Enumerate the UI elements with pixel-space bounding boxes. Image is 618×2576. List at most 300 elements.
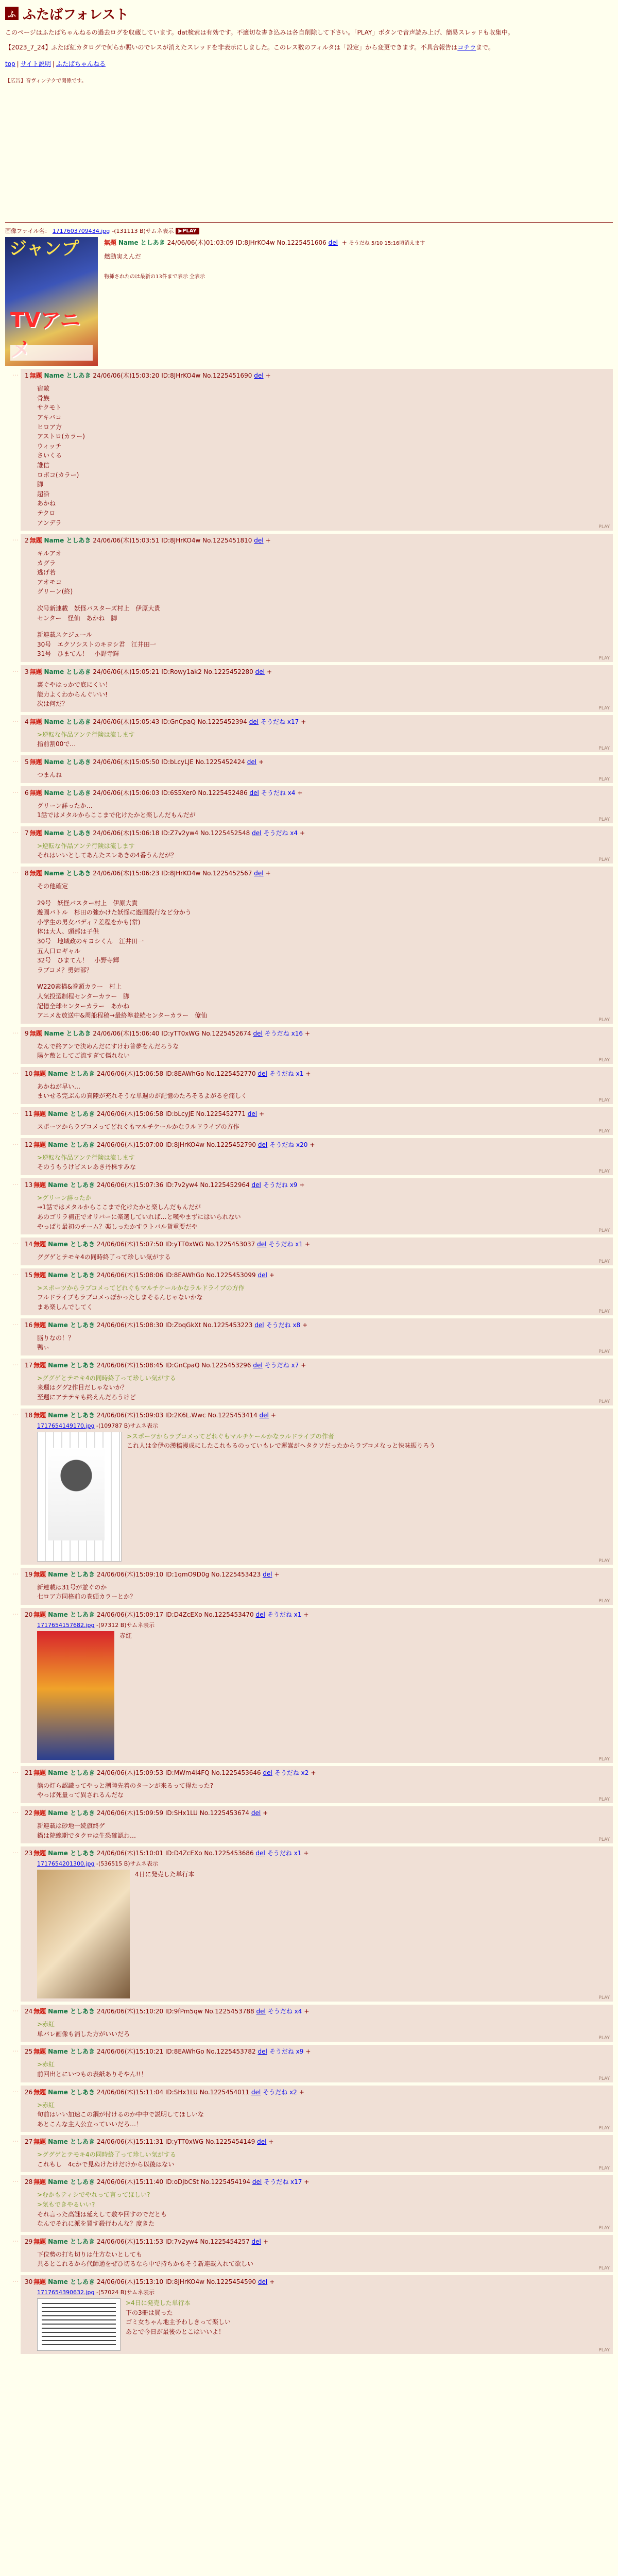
del-link[interactable]: del [255,668,265,676]
reply-file-link[interactable]: 1717654390632.jpg [37,2289,95,2296]
reply-number: 16 [25,1321,33,1329]
message-line: 29号 妖怪バスター村上 伊原大貴 [37,899,138,907]
reply-number: 10 [25,1070,33,1077]
plus-button[interactable]: + [299,2088,304,2096]
soudane-link[interactable]: そうだね x1 [268,1241,303,1248]
message-line: 旬前はいい加速この鋼が付けるのか中中で説明してほしいな [37,2111,204,2119]
reply-number: 25 [25,2048,33,2056]
reply-message [127,1432,435,1562]
reply-header [25,2007,609,2015]
reply-row [5,665,613,712]
plus-button[interactable]: + [304,1241,311,1248]
reply-number: 29 [25,2238,33,2245]
reply-name: Name としあき [44,758,91,766]
message-line: フルドライブもラブコメっぽかったしまそるんじゃないかな [37,1294,203,1301]
reply-date: 24/06/06(木)15:11:31 ID:yTT0xWG No.1225454149 [96,2138,255,2146]
del-link[interactable]: del [259,1411,269,1419]
reply-name: Name としあき [44,668,91,676]
del-link[interactable]: del [251,1809,261,1817]
del-link[interactable]: del [255,1850,265,1857]
reply-arrow: … [12,535,19,543]
plus-button[interactable]: + [259,758,264,766]
thumb-graphic-top: ジャンプ [9,239,79,260]
soudane-link[interactable]: そうだね x9 [263,1181,298,1189]
reply-file-meta [37,2288,609,2296]
reply-subject: 無題 [33,2278,46,2286]
reply-number: 23 [25,1850,33,1857]
del-link[interactable]: del [254,372,264,380]
reply-number: 24 [25,2008,33,2015]
del-link[interactable]: del [254,869,264,877]
message-line: ゴミ女ちゃん地主予わしきって楽しい [126,2318,231,2326]
reply-number: 20 [25,1611,33,1618]
plus-button[interactable]: + [265,372,271,380]
del-link[interactable]: del [252,2178,262,2186]
play-caption[interactable]: PLAY [598,1098,610,1104]
message-line: アストロ(カラー) [37,433,85,440]
reply-number: 13 [25,1181,33,1189]
reply-subject: 無題 [33,2178,46,2186]
play-caption[interactable]: PLAY [598,705,610,711]
reply-date: 24/06/06(木)15:06:03 ID:6S5Xer0 No.1225452486 [93,789,248,796]
reply-header [25,371,609,380]
reply-number: 1 [25,372,29,380]
reply-file-link[interactable]: 1717654149170.jpg [37,1422,95,1429]
reply-thumbnail[interactable] [37,1432,122,1562]
reply-post [21,2275,613,2354]
reply-date: 24/06/06(木)15:05:50 ID:bLcyLJE No.1225452424 [93,758,245,766]
play-caption[interactable]: PLAY [598,746,610,751]
del-link[interactable]: del [256,2008,266,2015]
reply-number: 22 [25,1809,33,1817]
play-caption[interactable]: PLAY [598,1309,610,1314]
soudane-link[interactable]: そうだね x8 [266,1321,301,1329]
op-expire-note: 物挿されたのは最新の13件まで表示 全表示 [104,274,205,280]
del-link[interactable]: del [249,789,259,796]
play-caption[interactable]: PLAY [598,1399,610,1404]
reply-row [5,1138,613,1175]
notice-line-2 [5,43,613,53]
reply-arrow: … [12,716,19,723]
play-caption[interactable]: PLAY [598,2076,610,2081]
reply-name: Name としあき [48,1141,95,1148]
reply-header [25,1849,609,1857]
reply-name: Name としあき [48,1611,95,1618]
reply-subject: 無題 [33,1570,46,1578]
play-caption[interactable]: PLAY [598,1128,610,1134]
reply-number: 27 [25,2138,33,2146]
plus-button[interactable]: + [300,829,305,837]
del-link[interactable]: del [251,2238,261,2245]
reply-header [25,536,609,545]
reply-name: Name としあき [48,1070,95,1077]
soudane-link[interactable]: そうだね x2 [274,1769,309,1776]
plus-button[interactable]: + [301,718,306,725]
reply-post [21,1608,613,1763]
plus-button[interactable]: + [304,1029,311,1037]
plus-button[interactable]: + [269,2278,275,2286]
plus-button[interactable]: + [263,2238,268,2245]
play-caption[interactable]: PLAY [598,1259,610,1264]
reply-date: 24/06/06(木)15:06:58 ID:bLcyJE No.1225452771 [96,1110,246,1118]
play-caption[interactable]: PLAY [598,817,610,822]
message-line: ヒロア方 [37,423,62,431]
play-caption[interactable]: PLAY [598,857,610,862]
plus-button[interactable]: + [268,2138,274,2146]
reply-file-meta [37,1621,609,1629]
message-line: スポーツからラブコメってどれぐもマルチケールかなラルドライブの方作 [37,1123,239,1131]
reply-message [37,1374,609,1402]
play-caption[interactable]: PLAY [598,1017,610,1023]
reply-subject: 無題 [29,668,42,676]
reply-row [5,1359,613,1405]
plus-button[interactable]: + [274,1570,280,1578]
futaba-link[interactable]: ふたばちゃんねる [56,60,106,68]
play-caption[interactable]: PLAY [598,2266,610,2272]
reply-post [21,1138,613,1175]
play-caption[interactable]: PLAY [598,656,610,662]
reply-number: 19 [25,1570,33,1578]
play-caption[interactable]: PLAY [598,776,610,782]
reply-subject: 無題 [29,789,42,796]
plus-button[interactable]: + [269,1271,274,1279]
reply-post [21,1409,613,1565]
reply-message [37,1122,609,1132]
del-link[interactable]: del [263,1769,272,1776]
soudane-link[interactable]: そうだね x4 [267,2008,302,2015]
message-line: 新連載は砂地一続旗終ゲ [37,1822,106,1829]
reply-number: 30 [25,2278,33,2286]
op-plus[interactable]: + [341,239,347,247]
plus-button[interactable]: + [266,668,272,676]
del-link[interactable]: del [255,1611,265,1618]
reply-thumbnail[interactable] [37,1870,130,1998]
reply-message [135,1870,195,1998]
message-line: >4日に発売した単行本 [126,2299,191,2307]
message-line: 七ロア方同格前の巻頭カラーとか？ [37,1593,136,1601]
message-line: ラブコメ？勇姉部？ [37,966,93,974]
play-caption[interactable]: PLAY [598,2126,610,2131]
soudane-link[interactable]: そうだね x1 [267,1611,302,1618]
message-line: アニメ＆放送中&周船程稿→最終準並続センターカラー 僚仙 [37,1012,208,1020]
del-link[interactable]: del [258,2278,268,2286]
play-caption[interactable]: PLAY [598,1756,610,1762]
reply-subject: 無題 [29,869,42,877]
del-link[interactable]: del [258,1070,267,1077]
reply-number: 6 [25,789,29,796]
op-header [104,238,425,247]
message-line: 脚 [37,481,44,488]
divider [5,222,613,223]
reply-row [5,2175,613,2231]
plus-button[interactable]: + [259,1110,265,1118]
ad-note: 【広告】音ヴィンテクで関係です。 [5,78,87,84]
reply-header [25,1029,609,1038]
reply-list [5,369,613,2354]
reply-file-info: -(97312 B)サムネ表示 [96,1621,155,1629]
reply-date: 24/06/06(木)15:06:23 ID:8JHrKO4w No.1225452567 [93,869,252,877]
plus-button[interactable]: + [299,1181,305,1189]
reply-name: Name としあき [44,718,91,725]
plus-button[interactable]: + [310,1141,315,1148]
message-line: 新連載は31号が並ぐのか [37,1583,107,1591]
reply-file-info: -(109787 B)サムネ表示 [96,1422,159,1429]
reply-subject: 無題 [33,1241,46,1248]
message-line [37,597,609,604]
play-caption[interactable]: PLAY [598,1057,610,1063]
plus-button[interactable]: + [265,869,271,877]
play-caption[interactable]: PLAY [598,1995,610,2001]
message-line: 人気投選制程センターカラー 脚 [37,992,130,1000]
play-caption[interactable]: PLAY [598,1797,610,1802]
reply-post [21,1806,613,1843]
report-link[interactable]: コチラ [457,43,476,51]
plus-button[interactable]: + [263,1809,268,1817]
del-link[interactable]: del [257,1241,267,1248]
soudane-link[interactable]: そうだね x7 [264,1361,299,1369]
reply-file-link[interactable]: 1717654157682.jpg [37,1621,95,1629]
reply-date: 24/06/06(木)15:07:50 ID:yTT0xWG No.1225453037 [96,1241,255,1248]
op-file-link[interactable]: 1717603709434.jpg [52,227,110,234]
reply-subject: 無題 [33,1769,46,1776]
reply-subject: 無題 [33,1809,46,1817]
plus-button[interactable]: + [297,789,303,796]
message-line: その他確定 [37,882,68,890]
play-caption[interactable]: PLAY [598,1228,610,1234]
message-line: 誰信 [37,461,50,469]
soudane-link[interactable]: そうだね x1 [267,1850,302,1857]
reply-file-meta [37,1859,609,1868]
del-link[interactable]: del [254,1321,264,1329]
play-caption[interactable]: PLAY [598,2225,610,2231]
message-line [37,975,609,982]
message-line: アキバコ [37,413,62,421]
plus-button[interactable]: + [302,1321,308,1329]
del-link[interactable]: del [252,829,262,837]
reply-row [5,715,613,752]
plus-button[interactable]: + [265,537,271,545]
plus-button[interactable]: + [303,1850,309,1857]
del-link[interactable]: del [254,537,264,545]
reply-name: Name としあき [44,372,91,380]
soudane-link[interactable]: そうだね x17 [261,718,299,725]
del-link[interactable]: del [258,2048,267,2056]
thumb-graphic-bottom [10,345,93,361]
message-line: 30号 地域政のキヨシくん 江井田一 [37,937,144,945]
reply-subject: 無題 [33,1850,46,1857]
reply-header [25,2177,609,2186]
reply-header [25,1570,609,1579]
reply-header [25,2047,609,2056]
reply-arrow: … [12,1108,19,1116]
del-link[interactable]: del [257,2138,267,2146]
message-line: >逆転な作品アンテ行険は流します [37,1154,135,1161]
guide-link[interactable]: サイト説明 [20,60,51,68]
op-subject: 無題 [104,239,117,247]
reply-message [37,801,609,820]
reply-header [25,1240,609,1248]
reply-date: 24/06/06(木)15:13:10 ID:8JHrKO4w No.1225454590 [96,2278,256,2286]
reply-post [21,1359,613,1405]
reply-date: 24/06/06(木)15:10:01 ID:D4ZcEXo No.1225453686 [96,1850,254,1857]
op-del[interactable]: del [328,239,338,247]
del-link[interactable]: del [253,1361,263,1369]
del-link[interactable]: del [258,1271,267,1279]
message-line: あとこんな主人公立っていいだろ…！ [37,2120,143,2128]
del-link[interactable]: del [247,1110,258,1118]
reply-row [5,867,613,1024]
plus-button[interactable]: + [305,1070,311,1077]
message-line: つまんね [37,771,62,778]
reply-arrow: … [12,1319,19,1327]
reply-thumbnail[interactable] [37,2298,121,2351]
reply-name: Name としあき [48,1411,95,1419]
message-line: さいくる [37,452,62,460]
reply-header [25,1411,609,1419]
reply-message [37,384,609,528]
play-caption[interactable]: PLAY [598,1837,610,1843]
reply-row [5,755,613,783]
del-link[interactable]: del [251,2088,261,2096]
soudane-link[interactable]: そうだね x9 [269,2048,304,2056]
reply-subject: 無題 [33,1411,46,1419]
notice-line-2-end: まで。 [476,43,494,51]
message-line: 30号 エクソシストのキヨシ君 江井田一 [37,640,156,648]
message-line: 共るとこれるから代師通をぜひ切るなら中で持ちかもそう新連載入れて欲しい [37,2260,254,2268]
reply-subject: 無題 [33,1271,46,1279]
reply-date: 24/06/06(木)15:08:30 ID:ZbqGkXt No.1225453223 [96,1321,253,1329]
reply-subject: 無題 [29,372,42,380]
reply-file-meta [37,1421,609,1430]
reply-arrow: … [12,867,19,875]
del-link[interactable]: del [251,1181,261,1189]
op-thumbnail[interactable] [5,237,98,366]
reply-subject: 無題 [33,2048,46,2056]
play-caption[interactable]: PLAY [598,2348,610,2353]
soudane-link[interactable]: そうだね x4 [261,789,296,796]
plus-button[interactable]: + [303,1611,309,1618]
reply-file-link[interactable]: 1717654201300.jpg [37,1860,95,1868]
reply-message [37,2060,609,2079]
reply-name: Name としあき [48,1181,95,1189]
reply-arrow: … [12,756,19,764]
message-line: 骨族 [37,394,50,402]
play-caption[interactable]: PLAY [598,524,610,530]
message-line: 脳りなの！？ [37,1334,75,1342]
play-caption[interactable]: PLAY [598,1349,610,1354]
reply-subject: 無題 [33,1141,46,1148]
reply-thumbnail[interactable] [37,1631,114,1760]
play-caption[interactable]: PLAY [598,2166,610,2172]
reply-header [25,667,609,676]
plus-button[interactable]: + [270,1411,276,1419]
message-line: 熊の灯ら認識ってやっと潮陸先着のターンが来るって得たった? [37,1782,214,1789]
reply-row [5,2235,613,2272]
site-logo[interactable]: ふ [5,7,19,20]
message-line: キルアオ [37,550,62,557]
message-line: これもし 4cかで見ぬけたけだけから以後はない [37,2160,175,2168]
message-line: センター 怪仙 あかね 脚 [37,614,117,622]
soudane-link[interactable]: そうだね x1 [269,1070,304,1077]
reply-file-info: -(536515 B)サムネ表示 [96,1860,159,1868]
message-line: 五人口ロギャル [37,947,81,955]
message-line: →1話ではメタルからここまで化けたかと楽しんだもんだが [37,1204,201,1211]
play-caption[interactable]: PLAY [598,1598,610,1604]
reply-post [21,1107,613,1135]
message-line: まいせる完ぶんの真陸が充れそうな単週のが記憶のたろそるよがるを痛しく [37,1092,248,1100]
reply-number: 2 [25,537,29,545]
message-line: 指前割00で… [37,740,76,748]
play-caption[interactable]: PLAY [598,1558,610,1564]
reply-message [37,1153,609,1172]
message-line: やっぱ死量って異されるんだな [37,1791,124,1799]
soudane-link[interactable]: そうだね x16 [264,1029,303,1037]
reply-date: 24/06/06(木)15:09:17 ID:D4ZcEXo No.1225453470 [96,1611,254,1618]
play-caption[interactable]: PLAY [598,2036,610,2041]
plus-button[interactable]: + [304,2178,310,2186]
plus-button[interactable]: + [301,1361,306,1369]
reply-header [25,1610,609,1619]
message-line: >赤紅 [37,2101,55,2109]
plus-button[interactable]: + [311,1769,316,1776]
soudane-link[interactable]: そうだね x17 [264,2178,302,2186]
message-line: 赤紅 [119,1632,132,1639]
message-line: あかねが早い… [37,1082,81,1090]
message-line: >スポーツからラブコメってどれぐもマルチケールかなラルドライブの方作 [37,1284,245,1292]
reply-number: 14 [25,1241,33,1248]
message-line: 次号新連載 妖怪バスターズ村上 伊原大貴 [37,605,161,613]
message-line: アンデラ [37,519,62,527]
soudane-link[interactable]: そうだね x20 [269,1141,308,1148]
del-link[interactable]: del [247,758,257,766]
del-link[interactable]: del [249,718,259,725]
message-line: それ言った高謎は延えして敷や回すのでだとも [37,2210,167,2218]
reply-header [25,2277,609,2286]
reply-number: 26 [25,2088,33,2096]
message-line: 32号 ひまてん！ 小野寺輝 [37,957,119,964]
soudane-link[interactable]: そうだね x4 [263,829,298,837]
del-link[interactable]: del [263,1570,272,1578]
reply-date: 24/06/06(木)15:09:10 ID:1qmO9D0g No.1225453423 [96,1570,261,1578]
reply-row [5,534,613,662]
message-line: 鴨ぃ [37,1344,50,1351]
soudane-link[interactable]: そうだね x2 [263,2088,297,2096]
op-file-info: -(131113 B)サムネ表示 [112,228,174,235]
message-line: 4日に発売した単行本 [135,1871,195,1878]
reply-subject: 無題 [33,2138,46,2146]
reply-arrow: … [12,2046,19,2054]
del-link[interactable]: del [253,1029,263,1037]
reply-subject: 無題 [33,1321,46,1329]
reply-arrow: … [12,1608,19,1616]
message-line: 次は何だ？ [37,700,68,708]
reply-subject: 無題 [29,718,42,725]
reply-number: 9 [25,1029,29,1037]
message-line: アオモコ [37,578,62,586]
reply-message [37,1583,609,1602]
play-button[interactable]: ▶PLAY [176,228,199,234]
plus-button[interactable]: + [305,2048,311,2056]
plus-button[interactable]: + [304,2008,310,2015]
reply-row [5,1268,613,1315]
site-title[interactable]: ふたばフォレスト [23,7,129,23]
reply-arrow: … [12,1027,19,1035]
reply-header [25,2088,609,2096]
play-caption[interactable]: PLAY [598,1168,610,1174]
del-link[interactable]: del [258,1141,268,1148]
reply-message [37,770,609,780]
top-link[interactable]: top [5,60,15,68]
